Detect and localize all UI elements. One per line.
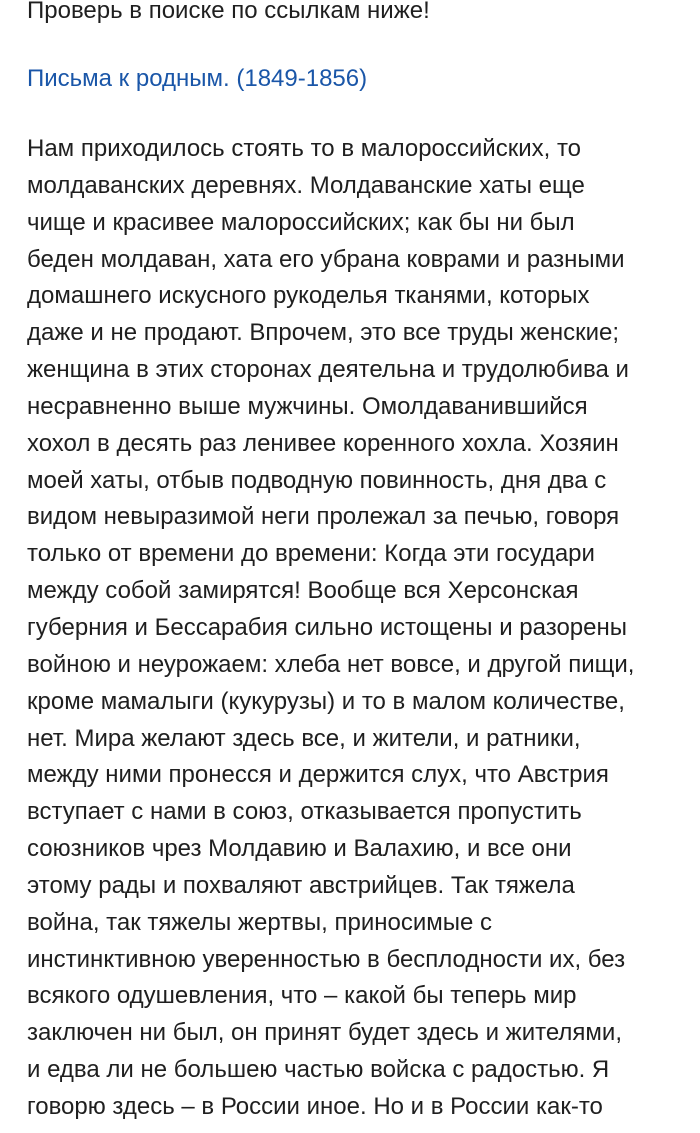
article-line: чище и красивее малороссийских; как бы ни был — [27, 208, 575, 236]
source-link[interactable]: Письма к родным. (1849-1856) — [27, 65, 368, 92]
article-line: заключен ни был, он принят будет здесь и жителями, — [27, 1019, 622, 1047]
search-hint-text: Проверь в поиске по ссылкам ниже! — [27, 0, 430, 24]
article-line: говорю здесь – в России иное. Но и в России как-то — [27, 1092, 603, 1120]
article-line: губерния и Бессарабия сильно истощены и разорены — [27, 613, 627, 641]
article-line: между собой замирятся! Вообще вся Херсонская — [27, 577, 579, 605]
article-line: война, так тяжелы жертвы, приносимые с — [27, 908, 492, 936]
article-line: Нам приходилось стоять то в малороссийских, то — [27, 135, 582, 162]
article-line: этому рады и похваляют австрийцев. Так тяжела — [27, 871, 575, 899]
article-line: нет. Мира желают здесь все, и жители, и ратники, — [27, 724, 581, 752]
article-line: инстинктивною уверенностью в бесплодности их, без — [27, 945, 626, 973]
article-line: молдаванских деревнях. Молдаванские хаты еще — [27, 171, 585, 199]
article-line: женщина в этих сторонах деятельна и трудолюбива и — [27, 356, 629, 384]
article-line: вступает с нами в союз, отказывается пропустить — [27, 798, 582, 826]
article-line: видом невыразимой неги пролежал за печью, говоря — [27, 503, 620, 531]
article-line: беден молдаван, хата его убрана коврами и разными — [27, 245, 625, 273]
article-line: даже и не продают. Впрочем, это все труды женские; — [27, 319, 620, 347]
article-line: моей хаты, отбыв подводную повинность, дня два с — [27, 466, 607, 494]
article-body — [27, 131, 677, 1126]
article-line: несравненно выше мужчины. Омолдаванившийся — [27, 392, 588, 420]
article-line: и едва ли не большею частью войска с радостью. Я — [27, 1056, 610, 1084]
article-line: хохол в десять раз ленивее коренного хохла. Хозяин — [27, 429, 619, 457]
article-line: кроме мамалыги (кукурузы) и то в малом количестве, — [27, 687, 625, 715]
article-line: союзников чрез Молдавию и Валахию, и все они — [27, 835, 572, 863]
article-line: всякого одушевления, что – какой бы теперь мир — [27, 982, 577, 1010]
article-line: домашнего искусного рукоделья тканями, которых — [27, 282, 590, 310]
article-line: между ними пронесся и держится слух, что Австрия — [27, 761, 609, 789]
article-line: только от времени до времени: Когда эти государи — [27, 540, 595, 568]
article-line: войною и неурожаем: хлеба нет вовсе, и другой пищи, — [27, 650, 635, 678]
